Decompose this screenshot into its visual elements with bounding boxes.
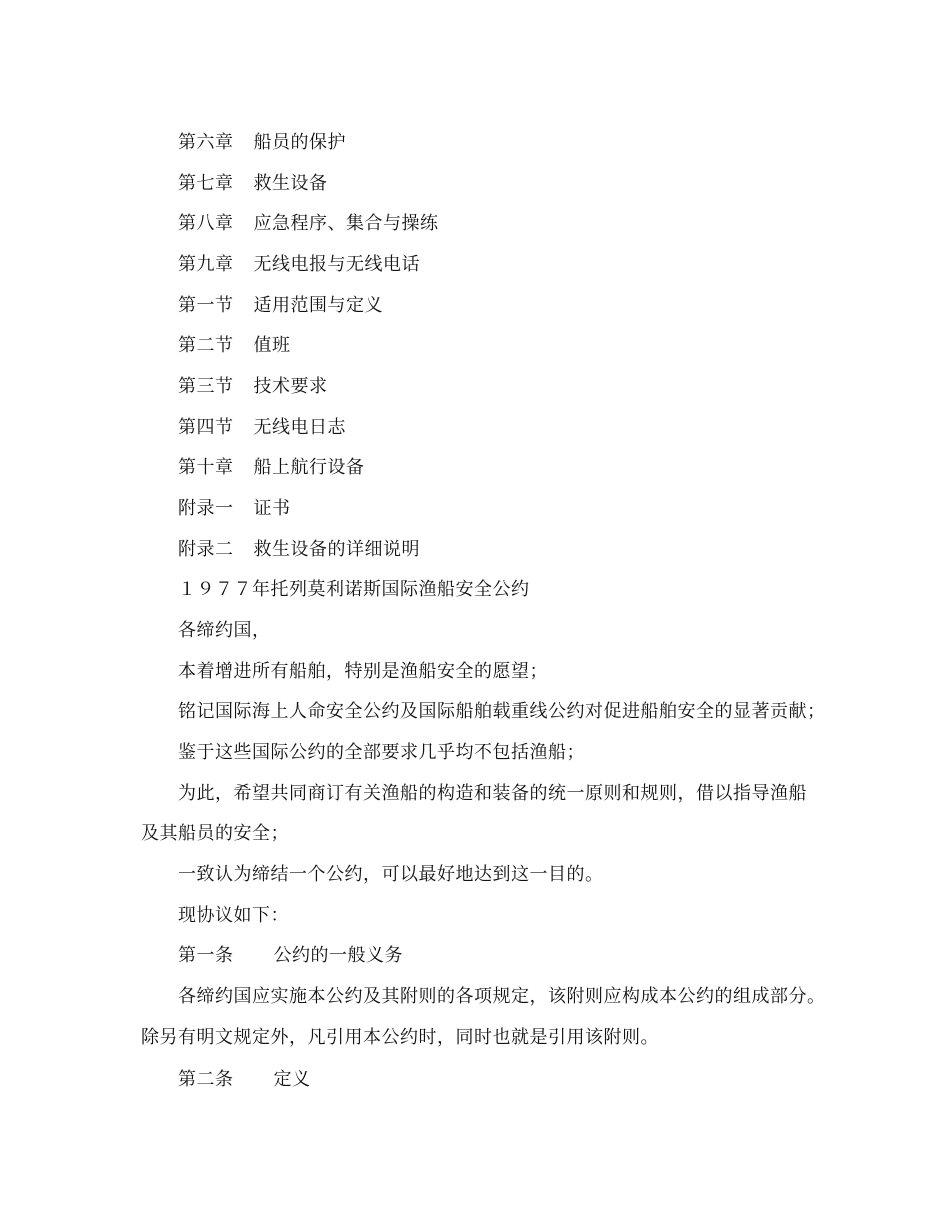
preamble-paragraph: 鉴于这些国际公约的全部要求几乎均不包括渔船； [178, 742, 585, 763]
preamble-paragraph: 本着增进所有船舶，特别是渔船安全的愿望； [178, 661, 548, 682]
article-body-continued: 除另有明文规定外，凡引用本公约时，同时也就是引用该附则。 [141, 1027, 659, 1048]
toc-title: 船上航行设备 [253, 457, 365, 478]
toc-label: 第七章 [178, 173, 234, 194]
toc-entry [178, 213, 439, 235]
article-heading [178, 1069, 311, 1091]
toc-entry [178, 457, 365, 479]
preamble-paragraph-continued: 及其船员的安全； [141, 823, 289, 844]
toc-title: 技术要求 [253, 376, 328, 397]
toc-entry [178, 498, 291, 520]
toc-title: 无线电日志 [253, 417, 346, 438]
article-label: 第一条 [178, 945, 234, 966]
preamble-paragraph: 一致认为缔结一个公约，可以最好地达到这一目的。 [178, 864, 604, 885]
toc-label: 第九章 [178, 254, 234, 275]
toc-label: 第六章 [178, 132, 234, 153]
toc-title: 值班 [253, 335, 291, 356]
article-body: 各缔约国应实施本公约及其附则的各项规定，该附则应构成本公约的组成部分。 [178, 986, 826, 1007]
toc-title: 证书 [253, 498, 291, 519]
toc-title: 救生设备的详细说明 [253, 539, 420, 560]
article-heading [178, 945, 403, 967]
toc-entry [178, 376, 328, 398]
toc-title: 适用范围与定义 [253, 295, 383, 316]
article-title: 公约的一般义务 [273, 945, 403, 966]
toc-entry [178, 539, 420, 561]
toc-label: 附录一 [178, 498, 234, 519]
toc-entry [178, 254, 420, 276]
preamble-paragraph: 现协议如下： [178, 905, 289, 926]
preamble-paragraph: 铭记国际海上人命安全公约及国际船舶载重线公约对促进船舶安全的显著贡献； [178, 701, 826, 722]
toc-label: 第十章 [178, 457, 234, 478]
preamble-paragraph: 为此，希望共同商订有关渔船的构造和装备的统一原则和规则，借以指导渔船 [178, 783, 807, 804]
toc-entry [178, 295, 383, 317]
article-label: 第二条 [178, 1069, 234, 1090]
toc-label: 第一节 [178, 295, 234, 316]
toc-entry [178, 173, 328, 195]
toc-title: 船员的保护 [253, 132, 346, 153]
preamble-addressee: 各缔约国， [178, 620, 271, 641]
toc-title: 救生设备 [253, 173, 328, 194]
convention-title: １９７７年托列莫利诺斯国际渔船安全公约 [178, 579, 530, 600]
toc-label: 第八章 [178, 213, 234, 234]
toc-title: 应急程序、集合与操练 [253, 213, 439, 234]
toc-label: 第四节 [178, 417, 234, 438]
toc-label: 附录二 [178, 539, 234, 560]
toc-entry [178, 335, 291, 357]
toc-label: 第二节 [178, 335, 234, 356]
toc-label: 第三节 [178, 376, 234, 397]
toc-title: 无线电报与无线电话 [253, 254, 420, 275]
article-title: 定义 [273, 1069, 311, 1090]
toc-entry [178, 417, 346, 439]
toc-entry [178, 132, 346, 154]
